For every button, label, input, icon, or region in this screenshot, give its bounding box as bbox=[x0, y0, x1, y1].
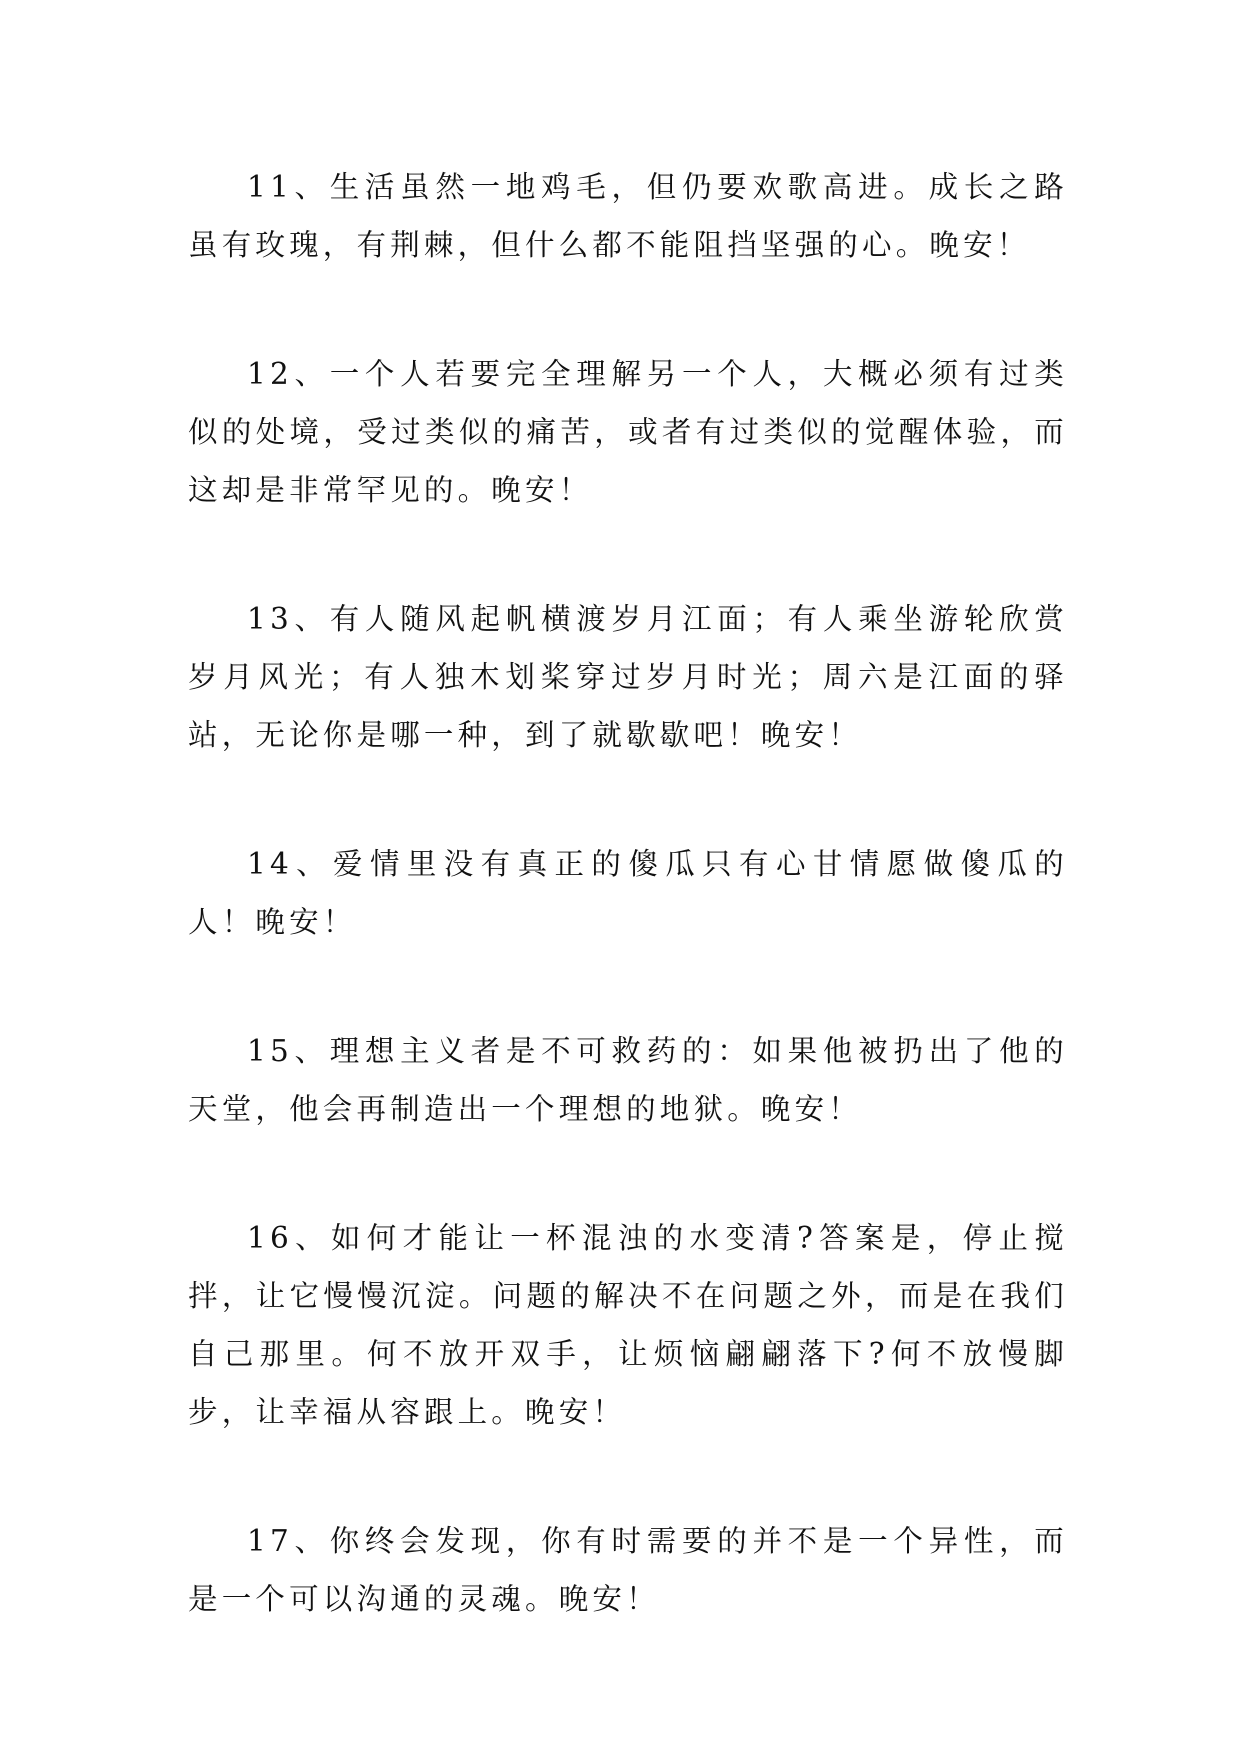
paragraph-12: 12、一个人若要完全理解另一个人，大概必须有过类似的处境，受过类似的痛苦，或者有过类似的觉醒体验，而这却是非常罕见的。晚安！ bbox=[188, 357, 1068, 507]
paragraph-16: 16、如何才能让一杯混浊的水变清?答案是，停止搅拌，让它慢慢沉淀。问题的解决不在问题之外，而是在我们自己那里。何不放开双手，让烦恼翩翩落下?何不放慢脚步，让幸福从容跟上。晚安！ bbox=[188, 1221, 1068, 1429]
paragraph-13: 13、有人随风起帆横渡岁月江面；有人乘坐游轮欣赏岁月风光；有人独木划桨穿过岁月时光；周六是江面的驿站，无论你是哪一种，到了就歇歇吧！晚安！ bbox=[188, 602, 1068, 752]
paragraph-15: 15、理想主义者是不可救药的：如果他被扔出了他的天堂，他会再制造出一个理想的地狱。晚安！ bbox=[188, 1034, 1068, 1126]
paragraph-11: 11、生活虽然一地鸡毛，但仍要欢歌高进。成长之路虽有玫瑰，有荆棘，但什么都不能阻挡坚强的心。晚安！ bbox=[188, 170, 1068, 262]
paragraph-14: 14、爱情里没有真正的傻瓜只有心甘情愿做傻瓜的人！晚安！ bbox=[188, 847, 1068, 939]
document-body bbox=[188, 158, 1068, 1628]
paragraph-17: 17、你终会发现，你有时需要的并不是一个异性，而是一个可以沟通的灵魂。晚安！ bbox=[188, 1524, 1068, 1616]
